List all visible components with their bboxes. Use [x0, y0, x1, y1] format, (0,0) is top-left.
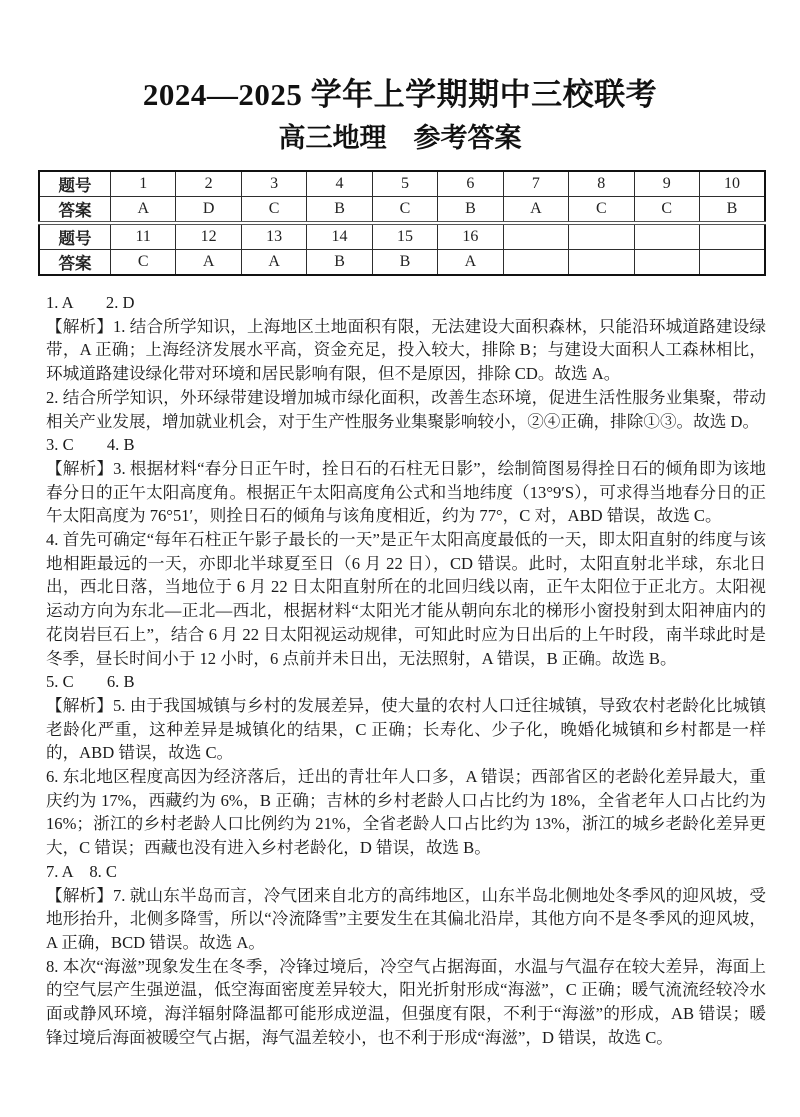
qnum-cell: 2	[176, 171, 241, 197]
qnum-cell: 9	[634, 171, 699, 197]
answer-cell-empty	[569, 250, 634, 276]
answer-cell: A	[241, 250, 306, 276]
table-row-question-numbers-11-16	[39, 223, 765, 250]
qnum-cell: 7	[503, 171, 568, 197]
answer-cell: B	[699, 197, 765, 224]
row-header: 答案	[39, 250, 111, 276]
explanation-paragraph-q7: 【解析】7. 就山东半岛而言，冷气团来自北方的高纬地区，山东半岛北侧地处冬季风的迎风坡，受地形抬升，北侧多降雪，所以“冷流降雪”主要发生在其偏北沿岸，其他方向不是冬季风的迎风坡，A 正确，BCD 错误。故选 A。	[46, 885, 766, 952]
explanation-paragraph-q3: 【解析】3. 根据材料“春分日正午时，拴日石的石柱无日影”，绘制简图易得拴日石的倾角即为该地春分日的正午太阳高度角。根据正午太阳高度角公式和当地纬度（13°9′S），可求得当地春分日的正午太阳高度为 76°51′，则拴日石的倾角与该角度相近，约为 77°，C 对，ABD 错误，故选 C。	[46, 458, 766, 526]
answer-line-q1-q2: 1. A 2. D	[46, 293, 135, 312]
answer-cell: B	[438, 197, 503, 224]
qnum-cell: 14	[307, 223, 372, 250]
qnum-cell: 8	[569, 171, 634, 197]
answer-line-q7-q8: 7. A 8. C	[46, 861, 118, 881]
answer-cell-empty	[699, 250, 765, 276]
answer-cell: C	[111, 250, 176, 276]
explanation-paragraph-q6: 6. 东北地区程度高因为经济落后，迁出的青壮年人口多，A 错误；西部省区的老龄化差异最大，重庆约为 17%，西藏约为 6%，B 正确；吉林的乡村老龄人口占比约为 18%，全省老年人口占比约为 16%；浙江的乡村老龄人口比例约为 21%，全省老龄人口占比约为 13%，浙江的城乡老龄化差异更大，C 错误；西藏也没有进入乡村老龄化，D 错误，故选 B。	[46, 767, 766, 858]
explanation-paragraph-q8: 8. 本次“海滋”现象发生在冬季，冷锋过境后，冷空气占据海面，水温与气温存在较大差异，海面上的空气层产生强逆温，低空海面密度差异较大，阳光折射形成“海滋”，C 正确；暖气流流经较冷水面或静风环境，海洋辐射降温都可能形成逆温，但强度有限，不利于“海滋”的形成，AB 错误；暖锋过境后海面被暖空气占据，海气温差较小，也不利于形成“海滋”，D 错误，故选 C。	[46, 956, 766, 1047]
page-subtitle: 高三地理 参考答案	[278, 123, 522, 153]
page-title: 2024—2025 学年上学期期中三校联考	[142, 77, 658, 112]
answer-cell: A	[111, 197, 176, 224]
qnum-cell-empty	[569, 223, 634, 250]
qnum-cell: 11	[111, 223, 176, 250]
qnum-cell: 10	[699, 171, 765, 197]
explanation-paragraph-q1: 【解析】1. 结合所学知识，上海地区土地面积有限，无法建设大面积森林，只能沿环城道路建设绿带，A 正确；上海经济发展水平高，资金充足，投入较大，排除 B；与建设大面积人工森林相比，环城道路建设绿化带对环境和居民影响有限，但不是原因，排除 CD。故选 A。	[46, 316, 766, 384]
qnum-cell: 4	[307, 171, 372, 197]
answer-cell: C	[372, 197, 437, 224]
qnum-cell: 16	[438, 223, 503, 250]
answer-line-q3-q4: 3. C 4. B	[46, 435, 135, 455]
explanation-paragraph-q4: 4. 首先可确定“每年石柱正午影子最长的一天”是正午太阳高度最低的一天，即太阳直射的纬度与该地相距最远的一天，亦即北半球夏至日（6 月 22 日），CD 错误。此时，太阳直射北半球，东北日出，西北日落，当地位于 6 月 22 日太阳直射所在的北回归线以南，正午太阳位于正北方。太阳视运动方向为东北—正北—西北，根据材料“太阳光才能从朝向东北的梯形小窗投射到太阳神庙内的花岗岩巨石上”，结合 6 月 22 日太阳视运动规律，可知此时应为日出后的上午时段，南半球此时是冬季，昼长时间小于 12 小时，6 点前并未日出，无法照射，A 错误，B 正确。故选 B。	[46, 530, 766, 668]
qnum-cell: 6	[438, 171, 503, 197]
answer-cell: C	[634, 197, 699, 224]
explanation-paragraph-q2: 2. 结合所学知识，外环绿带建设增加城市绿化面积，改善生态环境，促进生活性服务业集聚，带动相关产业发展，增加就业机会，对于生产性服务业集聚影响较小，②④正确，排除①③。故选 D。	[46, 387, 766, 431]
row-header: 答案	[39, 197, 111, 224]
row-header: 题号	[39, 171, 111, 197]
answer-cell: B	[372, 250, 437, 276]
explanation-paragraph-q5: 【解析】5. 由于我国城镇与乡村的发展差异，使大量的农村人口迁往城镇，导致农村老龄化比城镇老龄化严重，这种差异是城镇化的结果，C 正确；长寿化、少子化，晚婚化城镇和乡村都是一样的，ABD 错误，故选 C。	[46, 695, 766, 763]
explanation-content	[46, 291, 766, 1050]
answer-cell: D	[176, 197, 241, 224]
row-header: 题号	[39, 223, 111, 250]
qnum-cell-empty	[634, 223, 699, 250]
answer-cell: C	[241, 197, 306, 224]
answer-cell: B	[307, 197, 372, 224]
answer-cell-empty	[634, 250, 699, 276]
qnum-cell-empty	[699, 223, 765, 250]
answer-cell: A	[503, 197, 568, 224]
answer-cell: C	[569, 197, 634, 224]
table-row-answers-11-16	[39, 250, 765, 276]
qnum-cell: 1	[111, 171, 176, 197]
answer-line-q5-q6: 5. C 6. B	[46, 672, 135, 692]
qnum-cell: 13	[241, 223, 306, 250]
answer-cell-empty	[503, 250, 568, 276]
qnum-cell-empty	[503, 223, 568, 250]
table-row-question-numbers-1-10	[39, 171, 765, 197]
qnum-cell: 15	[372, 223, 437, 250]
qnum-cell: 3	[241, 171, 306, 197]
table-row-answers-1-10	[39, 197, 765, 224]
qnum-cell: 12	[176, 223, 241, 250]
answer-table	[38, 170, 766, 276]
answer-cell: A	[176, 250, 241, 276]
answer-cell: B	[307, 250, 372, 276]
qnum-cell: 5	[372, 171, 437, 197]
answer-cell: A	[438, 250, 503, 276]
